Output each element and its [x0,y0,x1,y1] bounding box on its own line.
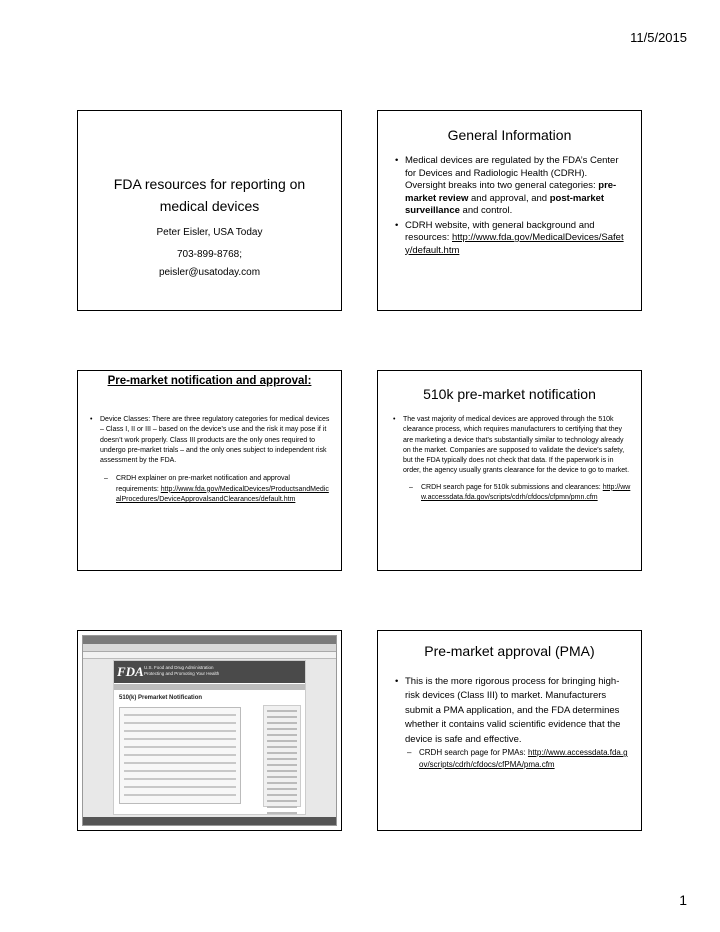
header-date: 11/5/2015 [630,30,687,45]
fda-banner-text: U.S. Food and Drug Administration Protecting and Promoting Your Health [144,665,220,676]
slide-510k [377,370,642,571]
pma-search-link[interactable]: http://www.accessdata.fda.gov/scripts/cdrh/cfdocs/cfPMA/pma.cfm [419,748,628,769]
sub-bullet-pma-search: – CRDH search page for PMAs: http://www.accessdata.fda.gov/scripts/cdrh/cfdocs/cfPMA/pma.cfm [407,747,629,770]
site-nav [114,684,305,690]
slide-body [393,415,631,503]
slide-heading: 510k pre-market notification [423,386,596,402]
slide-heading: Pre-market notification and approval: [107,375,312,387]
slide-title [77,110,342,311]
bullet-regulation: • Medical devices are regulated by the FDA’s Center for Devices and Radiologic Health (CDRH). Oversight breaks into two general categories: pre-market review and approval, and post-market surveillance and control. [395,155,629,218]
bullet-device-classes: • Device Classes: There are three regulatory categories for medical devices – Class I, II or III – based on the device’s use and the risk it may pose if it doesn’t work properly. Class III products are the only ones required to undergo pre-market trials – and the only ones subject to independent risk assessment by the FDA. [90,415,331,466]
cdrh-link[interactable]: http://www.fda.gov/MedicalDevices/Safety/default.htm [405,232,624,256]
author-name: Peter Eisler, USA Today [156,227,263,238]
title-line-1: FDA resources for reporting on [113,176,306,192]
slide-pma [377,630,642,831]
sidebar-links [263,705,301,807]
search-form [119,707,241,804]
slide-premarket-notification [77,370,342,571]
page-number: 1 [679,892,687,908]
slide-title-heading [78,173,341,217]
sub-bullet-510k-search: – CRDH search page for 510k submissions and clearances: http://www.accessdata.fda.gov/scripts/cdrh/cfdocs/cfpmn/pmn.cfm [409,483,631,504]
510k-search-link[interactable]: http://www.accessdata.fda.gov/scripts/cdrh/cfdocs/cfpmn/pmn.cfm [421,483,631,502]
web-page-title: 510(k) Premarket Notification [119,695,203,701]
slide-heading: General Information [447,127,572,143]
slide-screenshot [77,630,342,831]
bullet-510k: • The vast majority of medical devices are approved through the 510k clearance process, which requires manufacturers to certifying that they are marketing a device that’s substantially similar to technology already on the market. Companies are supposed to validate the device’s safety, but the FDA typically does not check that data. If the paperwork is in order, the agency usually grants clearance for the device to go to market. [393,415,631,477]
slide-body [395,675,629,770]
bullet-pma: • This is the more rigorous process for bringing high-risk devices (Class III) to market. Manufacturers submit a PMA application, and the FDA determines whether it contains valid scientific evidence that the device is safe and effective. [395,675,629,747]
fda-logo: FDA [117,664,144,679]
author-phone: 703-899-8768; [176,249,243,260]
bullet-cdrh-website: • CDRH website, with general background and resources: http://www.fda.gov/MedicalDevices/Safety/default.htm [395,220,629,258]
fda-banner [114,661,305,683]
browser-tabs [83,636,336,644]
slide-heading: Pre-market approval (PMA) [424,643,595,659]
fda-website-screenshot [82,635,337,826]
browser-address-bar [83,644,336,652]
author-email: peisler@usatoday.com [158,267,261,278]
author-info [78,224,341,282]
slide-general-information [377,110,642,311]
taskbar [83,817,336,825]
web-page [113,660,306,815]
title-line-2: medical devices [159,198,260,214]
slide-body [395,155,629,259]
browser-bookmarks [83,652,336,659]
explainer-link[interactable]: http://www.fda.gov/MedicalDevices/ProductsandMedicalProcedures/DeviceApprovalsandClearances/default.htm [116,485,329,504]
sub-bullet-explainer: – CRDH explainer on pre-market notification and approval requirements: http://www.fda.gov/MedicalDevices/ProductsandMedicalProcedures/DeviceApprovalsandClearances/default.htm [104,474,331,505]
slide-body [90,415,331,505]
